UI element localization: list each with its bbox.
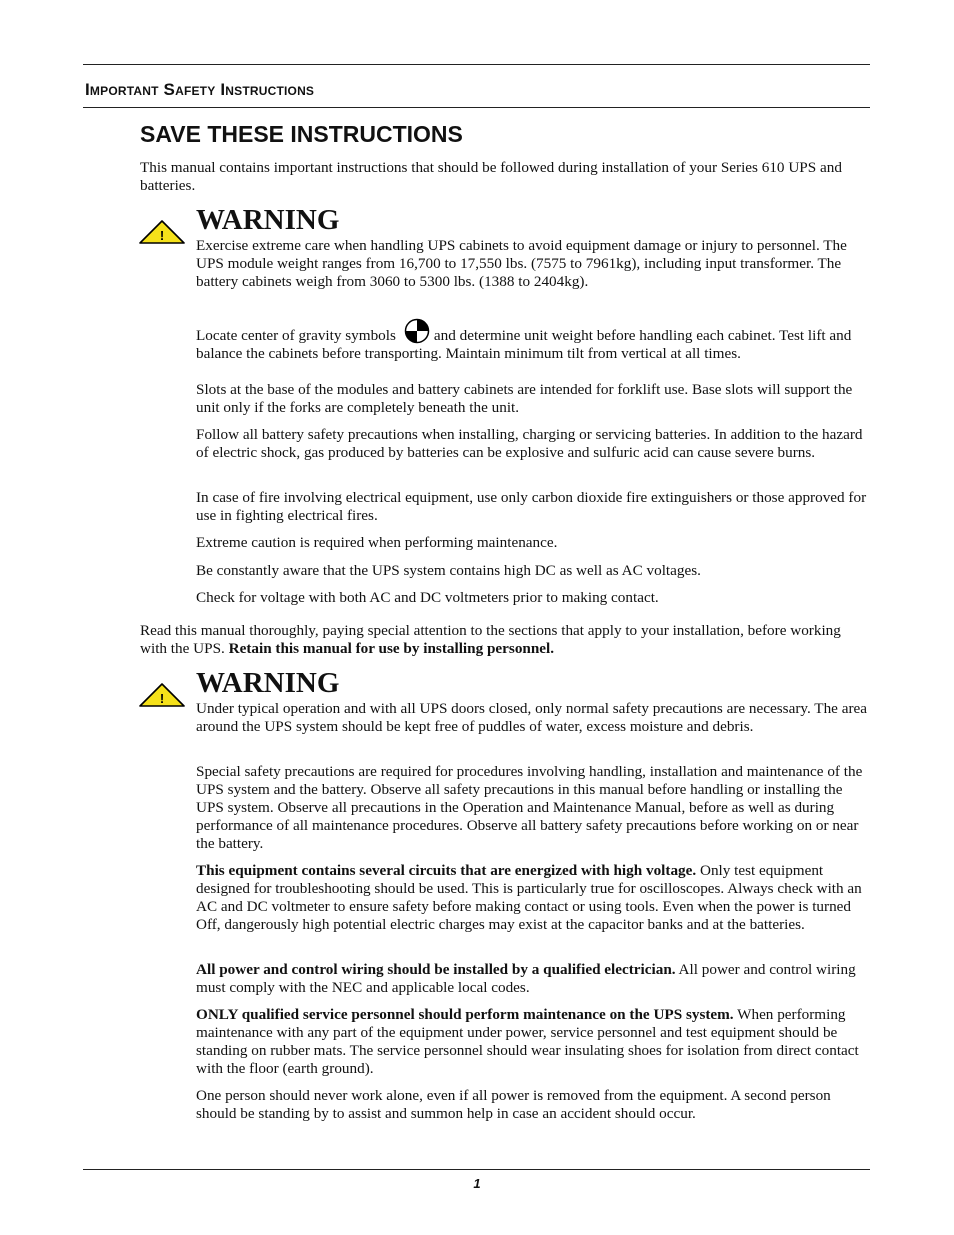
- page-title: SAVE THESE INSTRUCTIONS: [140, 121, 463, 147]
- warning2-paragraph-operation: Under typical operation and with all UPS doors closed, only normal safety precautions are necessary. The area around the UPS system should be kept free of puddles of water, excess moisture and debris.: [196, 700, 867, 735]
- warning-title: WARNING: [196, 204, 340, 236]
- warning1-paragraph-maintenance: Extreme caution is required when performing maintenance.: [196, 534, 558, 551]
- read-manual-paragraph: [140, 622, 870, 658]
- svg-text:!: !: [159, 691, 165, 706]
- header-underline: [83, 107, 870, 108]
- warning1-paragraph-voltages: Be constantly aware that the UPS system contains high DC as well as AC voltages.: [196, 562, 701, 579]
- warning2-paragraph-precautions: Special safety precautions are required for procedures involving handling, installation and maintenance of the UPS system and the battery. Observe all safety precautions in this manual before handling or installing the UPS system. Observe all precautions in the Operation and Maintenance Manual, before as well as during performance of all maintenance procedures. Observe all battery safety precautions before working on or near the battery.: [196, 763, 863, 852]
- svg-text:!: !: [159, 228, 165, 243]
- top-rule: [83, 64, 870, 65]
- warning-triangle-icon: [139, 683, 185, 707]
- intro-paragraph: This manual contains important instructions that should be followed during installation of your Series 610 UPS and batteries.: [140, 159, 842, 194]
- page-number: 1: [473, 1176, 481, 1191]
- gravity-text-before: Locate center of gravity symbols: [196, 327, 396, 344]
- warning1-paragraph-gravity: [196, 318, 870, 363]
- warning2-paragraph-wiring: [196, 961, 870, 997]
- warning1-paragraph-fire: In case of fire involving electrical equipment, use only carbon dioxide fire extinguishers or those approved for use in fighting electrical fires.: [196, 489, 867, 524]
- retain-manual-text: Retain this manual for use by installing personnel.: [228, 639, 555, 657]
- center-of-gravity-icon: [404, 318, 430, 344]
- warning1-paragraph-weight: Exercise extreme care when handling UPS cabinets to avoid equipment damage or injury to personnel. The UPS module weight ranges from 16,700 to 17,550 lbs. (7575 to 7961kg), including input transformer. The battery cabinets weigh from 3060 to 5300 lbs. (1388 to 2404kg).: [196, 237, 847, 290]
- high-voltage-text: Only test equipment designed for troubleshooting should be used. This is particularly true for oscilloscopes. Always check with an AC and DC voltmeter to ensure safety before making contact or using tools. Even when the power is turned Off, dangerously high potential electric charges may exist at the capacitor banks and at the batteries.: [196, 862, 862, 933]
- service-bold: ONLY qualified service personnel should perform maintenance on the UPS system.: [196, 1006, 734, 1023]
- service-text: When performing maintenance with any part of the equipment under power, service personnel and test equipment should be standing on rubber mats. The service personnel should wear insulating shoes for isolation from direct contact with the floor (earth ground).: [196, 1006, 859, 1077]
- warning1-paragraph-forklift: Slots at the base of the modules and battery cabinets are intended for forklift use. Base slots will support the unit only if the forks are completely beneath the unit.: [196, 381, 853, 416]
- warning1-paragraph-voltmeters: Check for voltage with both AC and DC voltmeters prior to making contact.: [196, 589, 659, 606]
- warning2-paragraph-service: [196, 1006, 870, 1078]
- wiring-text: All power and control wiring must comply with the NEC and applicable local codes.: [196, 961, 856, 996]
- warning2-paragraph-high-voltage: [196, 862, 870, 934]
- wiring-bold: All power and control wiring should be installed by a qualified electrician.: [196, 961, 676, 978]
- section-header: Important Safety Instructions: [85, 80, 315, 99]
- high-voltage-bold: This equipment contains several circuits that are energized with high voltage.: [196, 862, 697, 879]
- warning-triangle-icon: [139, 220, 185, 244]
- gravity-text-after: and determine unit weight before handling each cabinet. Test lift and balance the cabinets before transporting. Maintain minimum tilt from vertical at all times.: [196, 327, 852, 362]
- warning-title: WARNING: [196, 667, 340, 699]
- warning2-paragraph-alone: One person should never work alone, even if all power is removed from the equipment. A second person should be standing by to assist and summon help in case an accident should occur.: [196, 1087, 831, 1122]
- warning1-paragraph-battery: Follow all battery safety precautions when installing, charging or servicing batteries. In addition to the hazard of electric shock, gas produced by batteries can be explosive and sulfuric acid can cause severe burns.: [196, 426, 863, 461]
- footer-rule: [83, 1169, 870, 1170]
- read-manual-text: Read this manual thoroughly, paying special attention to the sections that apply to your installation, before working with the UPS.: [140, 622, 841, 657]
